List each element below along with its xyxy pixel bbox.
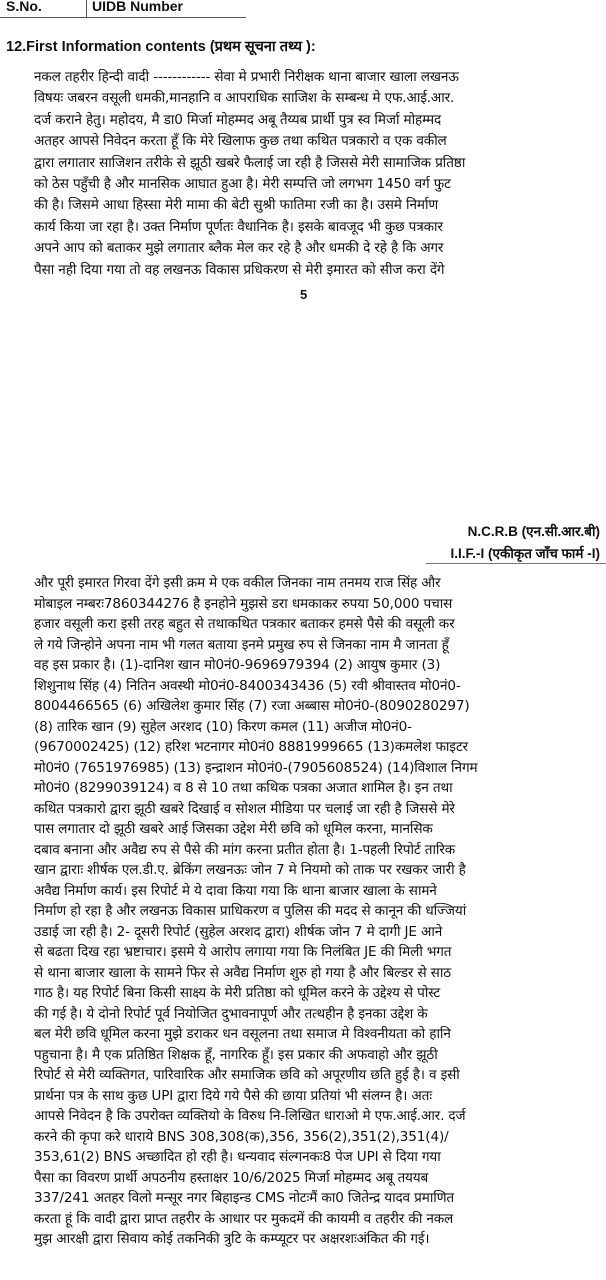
iif-underline	[426, 563, 606, 564]
section-title: 12.First Information contents (प्रथम सूचना तथ्य ):	[6, 39, 316, 55]
text-line: और पूरी इमारत गिरवा देंगे इसी क्रम मे एक वकील जिनका नाम तनमय राज सिंह और	[34, 575, 441, 591]
text-line: निर्माण हो रहा है और लखनऊ विकास प्राधिकरण व पुलिस की मदद से कानून की धज्जियां	[34, 903, 467, 919]
text-line: 8004466565 (6) अखिलेश कुमार सिंह (7) रजा अब्बास मो0नं0-(8090280297)	[34, 698, 470, 714]
text-line: 337/241 अतहर विलो मन्सूर नगर बिहाइन्ड CMS नोटःमैं का0 जितेन्द्र यादव प्रमाणित	[34, 1190, 455, 1206]
text-line: नकल तहरीर हिन्दी वादी ------------ सेवा मे प्रभारी निरीक्षक थाना बाजार खाला लखनऊ	[34, 69, 459, 85]
text-line: ले गये जिन्होने अपना नाम भी गलत बताया इनमे प्रमुख रुप से जिनका नाम मै जानता हूँ	[34, 636, 449, 653]
page-number: 5	[300, 287, 308, 302]
text-line: मो0नं0 (8299039124) व 8 से 10 तथा कथिक पत्रका अजात शामिल है। इन तथा	[34, 780, 453, 796]
text-line: शिशुनाथ सिंह (4) नितिन अवस्थी मो0नं0-8400343436 (5) रवी श्रीवास्तव मो0नं0-	[34, 677, 461, 694]
iif-form-label: I.I.F.-I (एकीकृत जाँच फार्म -I)	[450, 546, 600, 561]
text-line: हजार वसूली करा इसी तरह बहुत से तथाकथित पत्रकार बताकर हमसे पैसे की वसूली कर	[34, 616, 455, 632]
text-line: अवैद्य निर्माण कार्य। इस रिपोर्ट मे ये दावा किया गया कि थाना बाजार खाला के सामने	[34, 882, 437, 899]
text-line: बल मेरी छवि धूमिल करना मुझे डराकर धन वसूलना तथा समाज मे विश्वनीयता को हानि	[34, 1026, 451, 1042]
text-line: वह इस प्रकार है। (1)-दानिश खान मो0नं0-9696979394 (2) आयुष कुमार (3)	[34, 657, 441, 673]
text-line: पैसा का विवरण प्रार्थी अपठनीय हस्ताक्षर 10/6/2025 मिर्जा मोहम्मद अबू तययब	[34, 1169, 429, 1186]
text-line: प्रार्थना पत्र के साथ कुछ UPI द्वारा दिये गये पैसे की छाया प्रतियां भी संलग्न है। अतः	[34, 1087, 432, 1104]
text-line: की गई है। ये दोनो रिपोर्ट पूर्व नियोजित दुभावनापूर्ण और तत्थहीन है इनका उद्देश के	[34, 1005, 428, 1022]
ncrb-label: N.C.R.B (एन.सी.आर.बी)	[467, 524, 600, 539]
text-line: 353,61(2) BNS अच्छादित हो रही है। धन्यवाद संल्गनकः8 पेज UPI से दिया गया	[34, 1149, 441, 1165]
text-line: से बढता दिख रहा भ्रष्टाचार। इसमे ये आरोप लगाया गया कि निलंबित JE की मिली भगत	[34, 944, 452, 960]
text-line: रिपोर्ट से मेरी व्यक्तिगत, पारिवारिक और समाजिक छवि को अपूरणीय छति हुई है। व इसी	[34, 1067, 460, 1083]
header-underline	[0, 17, 246, 18]
text-line: पहुचाना है। मै एक प्रतिष्ठित शिक्षक हूँ, नागरिक हूँ। इस प्रकार की अफवाहो और झूठी	[34, 1046, 438, 1063]
text-line: कार्य किया जा रहा है। उक्त निर्माण पूर्णतः वैधानिक है। इसके बावजूद भी कुछ पत्रकार	[34, 218, 443, 235]
text-line: को ठेस पहुँची है और मानसिक आघात हुआ है। मेरी सम्पत्ति जो लगभग 1450 वर्ग फुट	[34, 176, 451, 192]
text-line: गाठ है। यह रिपोर्ट बिना किसी साक्ष्य के मेरी प्रतिष्ठा को धूमिल करने के उद्देश्य से पोस्ट	[34, 985, 441, 1001]
text-line: करने की कृपा करे धाराये BNS 308,308(क),356, 356(2),351(2),351(4)/	[34, 1128, 449, 1145]
header-divider	[86, 0, 87, 18]
text-line: करता हूं कि वादी द्वारा प्राप्त तहरीर के आधार पर मुकदमें की कायमी व तहरीर की नकल	[34, 1210, 454, 1227]
text-line: मो0नं0 (7651976985) (13) इन्द्राशन मो0नं0-(7905608524) (14)विशाल निगम	[34, 759, 478, 776]
text-line: पास लगातार दो झूठी खबरे आई जिसका उद्देश मेरी छवि को धूमिल करना, मानसिक	[34, 821, 433, 837]
text-line: द्वारा लगातार साजिशन तरीके से झूठी खबरे फैलाई जा रही है जिससे मेरी सामाजिक प्रतिष्ठा	[34, 154, 466, 171]
text-line: कथित पत्रकारो द्वारा झूठी खबरे दिखाई व सोशल मीडिया पर चलाई जा रही है जिससे मेरे	[34, 800, 455, 817]
text-line: विषयः जबरन वसूली धमकी,मानहानि व आपराधिक साजिश के सम्बन्ध मे एफ.आई.आर.	[34, 90, 455, 107]
text-line: दबाव बनाना और अवैद्य रुप से पैसे की मांग करना प्रतीत होता है। 1-पहली रिपोर्ट तारिक	[34, 841, 456, 858]
text-line: पैसा नही दिया गया तो वह लखनऊ विकास प्रधिकरण से मेरी इमारत को सीज करा देंगे	[34, 261, 445, 278]
uidb-header-row	[0, 0, 606, 18]
text-line: (8) तारिक खान (9) सुहेल अरशद (10) किरण कमल (11) अजीज मो0नं0-	[34, 718, 412, 735]
text-line: दर्ज कराने हेतु। महोदय, मै डा0 मिर्जा मोहम्मद अबू तैय्यब प्रार्थी पुत्र स्व मिर्जा मोहम्मद	[34, 111, 442, 128]
text-line: की है। जिसमे आधा हिस्सा मेरी मामा की बेटी सुश्री फातिमा रजी का है। उसमे निर्माण	[34, 197, 439, 214]
text-line: अपने आप को बताकर मुझे लगातार ब्लैक मेल कर रहे है और धमकी दे रहे है कि अगर	[34, 240, 444, 257]
text-line: अतहर आपसे निवेदन करता हूँ कि मेरे खिलाफ कुछ तथा कथित पत्रकारो व एक वकील	[34, 133, 447, 150]
text-line: से थाना बाजार खाला के सामने फिर से अवैद्य निर्माण शुरु हो गया है और बिल्डर से साठ	[34, 964, 451, 981]
text-line: मोबाइल नम्बरः7860344276 है इनहोने मुझसे डरा धमकाकर रुपया 50,000 पचास	[34, 595, 453, 612]
text-line: खान द्वाराः शीर्षक एल.डी.ए. ब्रेकिंग लखनऊः जोन 7 मे नियमो को ताक पर रखकर जारी है	[34, 862, 466, 878]
uidb-number-label: UIDB Number	[92, 0, 184, 14]
text-line: (9670002425) (12) हरिश भटनागर मो0नं0 8881999665 (13)कमलेश फाइटर	[34, 739, 468, 755]
sno-label: S.No.	[6, 0, 42, 14]
text-line: आपसे निवेदन है कि उपरोक्त व्यक्तियो के विरुध नि-लिखित धाराओ मे एफ.आई.आर. दर्ज	[34, 1108, 466, 1124]
text-line: मुझ आरक्षी द्वारा सिवाय कोई तकनिकी त्रुटि के कम्प्यूटर पर अक्षरशःअंकित की गई।	[34, 1231, 430, 1247]
text-line: उडाई जा रही है। 2- दूसरी रिपोर्ट (सुहेल अरशद द्वारा) शीर्षक जोन 7 मे दागी JE आने	[34, 923, 443, 940]
